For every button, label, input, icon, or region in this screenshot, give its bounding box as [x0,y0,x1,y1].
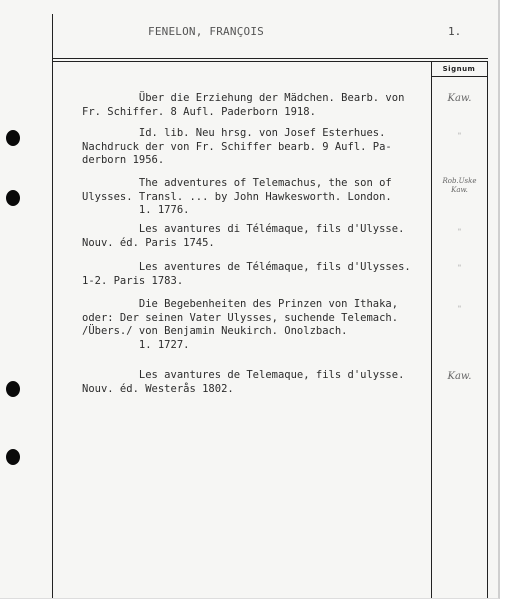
signum-header-rule [431,76,488,77]
signum-value: " [457,264,462,272]
catalog-entry: Les avantures de Telemaque, fils d'ulysse. Nouv. éd. Westerås 1802. [82,369,405,395]
punch-hole [6,381,20,397]
catalog-entry: Id. lib. Neu hrsg. von Josef Esterhues. Nachdruck der von Fr. Schiffer bearb. 9 Aufl. Pa- derborn 1956. [82,127,392,166]
signum-value: Rob.Uske Kaw. [442,177,477,194]
signum-value: Kaw. [447,93,472,104]
signum-value: " [457,305,462,313]
signum-value: " [457,132,462,140]
left-margin-rule [52,14,53,598]
signum-column-rule [487,61,488,598]
punch-hole [6,449,20,465]
signum-value: Kaw. [447,371,472,382]
catalog-entry: Über die Erziehung der Mädchen. Bearb. von Fr. Schiffer. 8 Aufl. Paderborn 1918. [82,92,405,118]
catalog-entry: Die Begebenheiten des Prinzen von Ithaka, oder: Der seinen Vater Ulysses, suchende Telemach. /Übers./ von Benjamin Neukirch. Onolzbach. 1. 1727. [82,298,399,351]
card-number: 1. [448,25,462,38]
catalog-entry: Les aventures de Télémaque, fils d'Ulysses. 1-2. Paris 1783. [82,261,411,287]
catalog-entry: Les avantures di Télémaque, fils d'Ulysse. Nouv. éd. Paris 1745. [82,223,405,249]
header-rule [52,61,488,62]
punch-hole [6,190,20,206]
card-author-heading: FENELON, FRANÇOIS [148,25,264,38]
signum-value: " [457,228,462,236]
header-rule [52,58,488,59]
catalog-entry: The adventures of Telemachus, the son of Ulysses. Transl. ... by John Hawkesworth. London. 1. 1776. [82,177,392,216]
punch-hole [6,130,20,146]
signum-column-header: Signum [442,65,476,73]
